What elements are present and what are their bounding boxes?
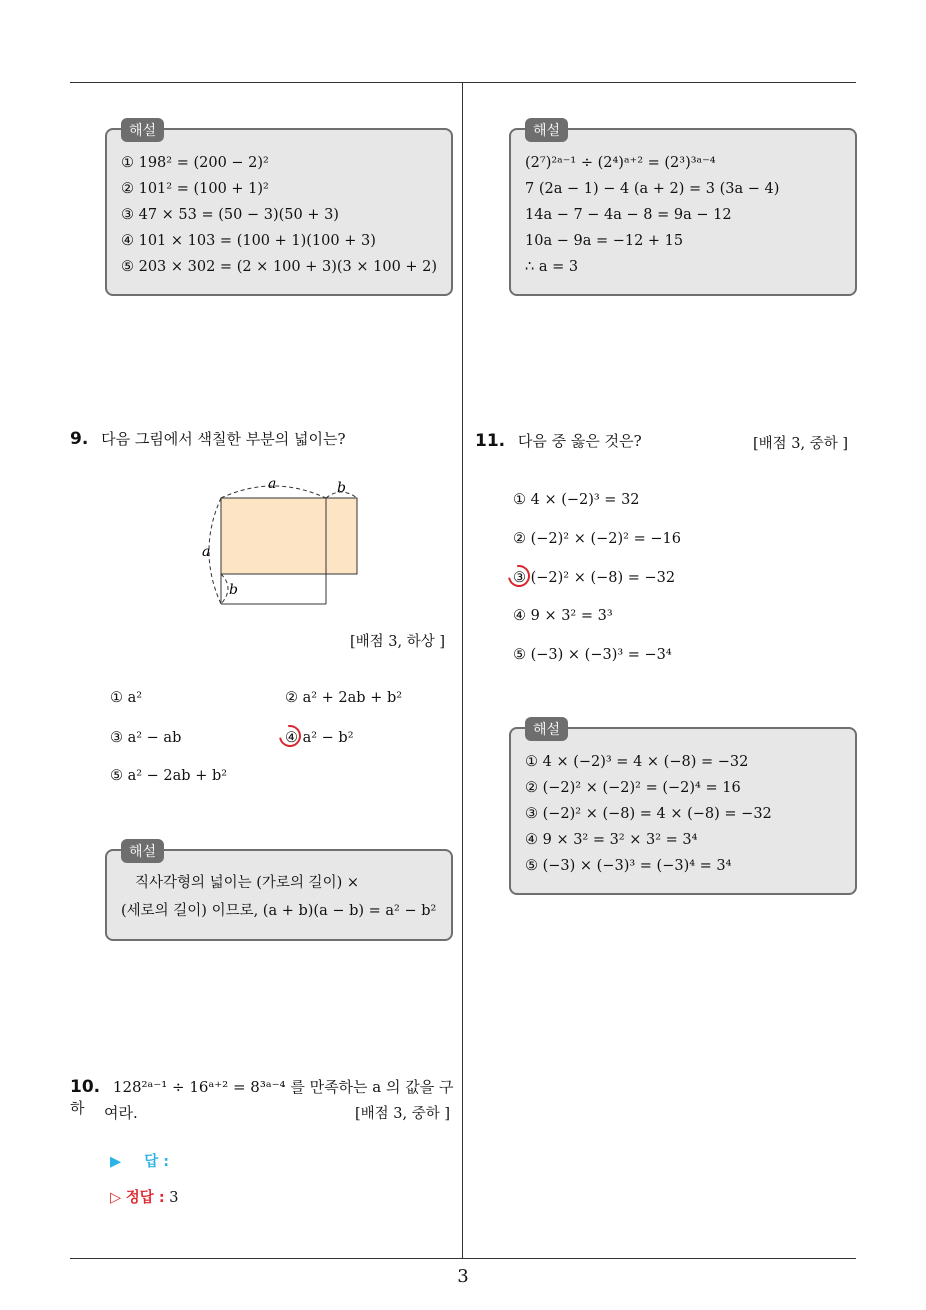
solution-tag: 해설 [525,717,568,741]
solution-line: 7 (2a − 1) − 4 (a + 2) = 3 (3a − 4) [525,181,780,197]
question-number: 11. [475,431,506,451]
dashed-arc-a-left [209,498,221,604]
solution-line: ② (−2)² × (−2)² = (−2)⁴ = 16 [525,780,741,796]
option-5: ⑤ (−3) × (−3)³ = −3⁴ [513,647,672,663]
solution-line: ④ 9 × 3² = 3² × 3² = 3⁴ [525,832,698,848]
solution-text-line1: 직사각형의 넓이는 (가로의 길이) × [135,875,359,891]
answer-row [110,1150,169,1171]
answer-label: 답 : [144,1154,170,1170]
option-2: ② (−2)² × (−2)² = −16 [513,531,681,547]
solution-line: ③ (−2)² × (−8) = 4 × (−8) = −32 [525,806,772,822]
correct-answer-label: 정답 : [125,1190,165,1206]
solution-line: ② 101² = (100 + 1)² [121,181,269,197]
question-text-line1: 128²ᵃ⁻¹ ÷ 16ᵃ⁺² = 8³ᵃ⁻⁴ 를 만족하는 a 의 값을 구하 [70,1078,454,1117]
question-9 [70,428,346,449]
question-11 [475,430,642,451]
solution-line: ④ 101 × 103 = (100 + 1)(100 + 3) [121,233,376,249]
solution-line: ③ 47 × 53 = (50 − 3)(50 + 3) [121,207,339,223]
solution-line: 14a − 7 − 4a − 8 = 9a − 12 [525,207,732,223]
option-3: ③ a² − ab [110,730,182,746]
option-1: ① 4 × (−2)³ = 32 [513,492,640,508]
dashed-arc-b-bottom [221,574,228,604]
solution-tag: 해설 [121,839,164,863]
answer-mark-circle [275,721,306,752]
area-figure [195,470,370,615]
top-rule [70,82,856,83]
option-1: ① a² [110,690,143,706]
shaded-rectangle [221,498,357,574]
score-q11: [배점 3, 중하 ] [753,436,849,452]
solution-box-q8 [105,123,453,296]
solution-line: ① 4 × (−2)³ = 4 × (−8) = −32 [525,754,749,770]
solution-line: ⑤ 203 × 302 = (2 × 100 + 3)(3 × 100 + 2) [121,259,438,275]
question-10-line2: 여라. [104,1104,138,1122]
solution-box-q11 [509,722,857,895]
label-a-top: a [268,476,277,492]
solution-line: (2⁷)²ᵃ⁻¹ ÷ (2⁴)ᵃ⁺² = (2³)³ᵃ⁻⁴ [525,155,716,171]
column-divider [462,82,463,1258]
solution-line: ⑤ (−3) × (−3)³ = (−3)⁴ = 3⁴ [525,858,732,874]
question-number: 9. [70,429,89,449]
solution-text-line2: (세로의 길이) 이므로, (a + b)(a − b) = a² − b² [121,903,437,919]
question-number: 10. [70,1077,101,1097]
question-text: 다음 그림에서 색칠한 부분의 넓이는? [101,430,346,448]
solution-box-q10 [509,123,857,296]
option-5: ⑤ a² − 2ab + b² [110,768,228,784]
score-q10: [배점 3, 중하 ] [355,1106,451,1122]
label-a-left: a [202,544,211,560]
label-b-top: b [337,480,346,496]
answer-arrow-icon: ▶ [110,1154,122,1170]
score-q9: [배점 3, 하상 ] [350,634,446,650]
option-4: ④ 9 × 3² = 3³ [513,608,613,624]
bottom-rule [70,1258,856,1259]
solution-tag: 해설 [121,118,164,142]
label-b-bottom: b [229,582,238,598]
answer-mark-circle [504,561,535,592]
solution-line: ∴ a = 3 [525,259,579,275]
solution-box-q9 [105,844,453,941]
correct-answer-value: 3 [169,1190,179,1206]
correct-answer-row [110,1186,178,1207]
option-4: ④ a² − b² [285,730,354,746]
solution-tag: 해설 [525,118,568,142]
option-3: ③ (−2)² × (−8) = −32 [513,570,676,586]
solution-line: ① 198² = (200 − 2)² [121,155,269,171]
page-number: 3 [457,1266,469,1287]
question-text: 다음 중 옳은 것은? [517,432,642,450]
solution-line: 10a − 9a = −12 + 15 [525,233,684,249]
correct-arrow-icon: ▷ [110,1190,122,1206]
option-2: ② a² + 2ab + b² [285,690,403,706]
